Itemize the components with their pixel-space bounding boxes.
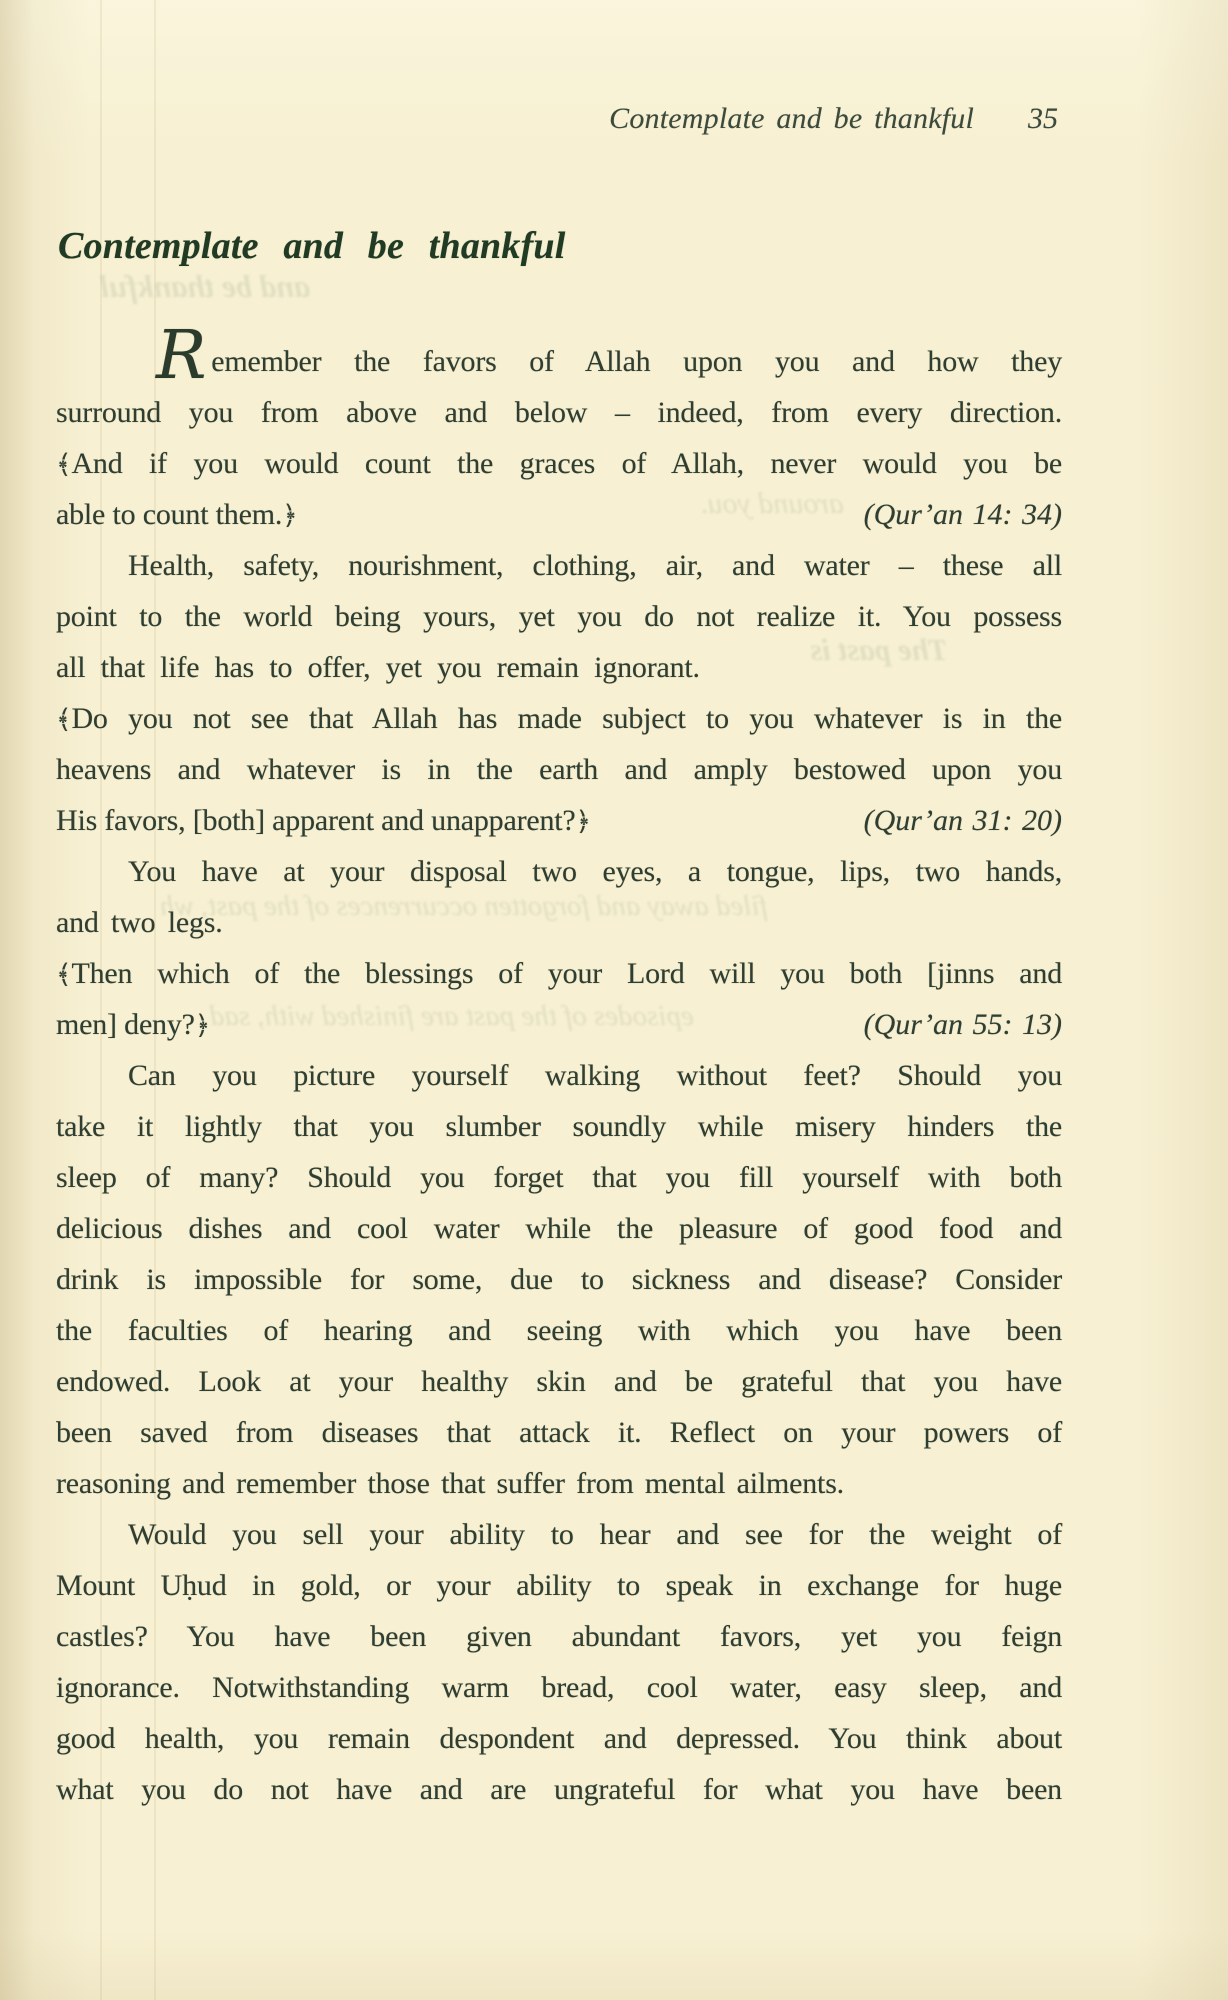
text-line	[56, 999, 1062, 1050]
body-text	[56, 316, 1062, 1815]
line-text: Would you sell your ability to hear and see for the weight of	[128, 1518, 1062, 1551]
line-text: Then which of the blessings of your Lord will you both [jinns and	[71, 957, 1062, 990]
line-text: reasoning and remember those that suffer from mental ailments.	[56, 1467, 844, 1500]
text-line	[56, 744, 1062, 795]
page-number: 35	[1028, 102, 1058, 135]
line-text: what you do not have and are ungrateful for what you have been	[56, 1773, 1062, 1806]
text-line	[56, 1407, 1062, 1458]
quran-open-ornament: ﴾	[56, 704, 72, 735]
text-line	[56, 489, 1062, 540]
line-text: Do you not see that Allah has made subject to you whatever is in the	[71, 702, 1062, 735]
quran-close-ornament: ﴿	[282, 500, 298, 531]
line-text: take it lightly that you slumber soundly while misery hinders the	[56, 1110, 1062, 1143]
text-line	[56, 642, 1062, 693]
ghost-text: filed away and forgotten occurrences of the past, wh	[160, 890, 768, 922]
quran-attribution: (Qur’an 31: 20)	[863, 804, 1062, 837]
line-text: His favors, [both] apparent and unapparent?	[56, 804, 576, 837]
line-text: You have at your disposal two eyes, a tongue, lips, two hands,	[128, 855, 1062, 888]
text-line	[56, 1560, 1062, 1611]
text-line	[56, 1662, 1062, 1713]
line-text: Health, safety, nourishment, clothing, air, and water – these all	[128, 549, 1062, 582]
ghost-text: episodes of the past are finished with, sad	[210, 1000, 694, 1032]
quran-attribution: (Qur’an 55: 13)	[863, 1008, 1062, 1041]
text-line: Remember the favors of Allah upon you and how they	[156, 316, 1062, 394]
quran-open-ornament: ﴾	[56, 449, 72, 480]
running-head-title: Contemplate and be thankful	[609, 102, 974, 135]
text-line	[56, 1152, 1062, 1203]
text-line	[56, 1509, 1062, 1560]
line-text: surround you from above and below – indeed, from every direction.	[56, 396, 1062, 429]
line-text: delicious dishes and cool water while the pleasure of good food and	[56, 1212, 1062, 1245]
text-line	[56, 438, 1062, 489]
ghost-text: and be thankful	[100, 268, 310, 304]
line-text: ignorance. Notwithstanding warm bread, cool water, easy sleep, and	[56, 1671, 1062, 1704]
line-text: good health, you remain despondent and depressed. You think about	[56, 1722, 1062, 1755]
line-text: men] deny?	[56, 1008, 195, 1041]
text-line	[56, 897, 1062, 948]
line-text: endowed. Look at your healthy skin and be grateful that you have	[56, 1365, 1062, 1398]
text-line	[56, 591, 1062, 642]
text-line	[56, 1101, 1062, 1152]
line-text: point to the world being yours, yet you do not realize it. You possess	[56, 600, 1062, 633]
text-line	[56, 846, 1062, 897]
line-text: the faculties of hearing and seeing with which you have been	[56, 1314, 1062, 1347]
text-line	[56, 1458, 1062, 1509]
text-line	[56, 1764, 1062, 1815]
text-line	[56, 387, 1062, 438]
text-line	[56, 1203, 1062, 1254]
text-line	[56, 1611, 1062, 1662]
text-line	[56, 948, 1062, 999]
ghost-text: The past is	[810, 632, 948, 667]
text-line	[56, 540, 1062, 591]
line-text: all that life has to offer, yet you remain ignorant.	[56, 651, 700, 684]
text-line	[56, 1356, 1062, 1407]
text-line	[56, 1050, 1062, 1101]
line-text: Mount Uḥud in gold, or your ability to speak in exchange for huge	[56, 1569, 1062, 1602]
text-line	[56, 1254, 1062, 1305]
quran-attribution: (Qur’an 14: 34)	[863, 498, 1062, 531]
quran-close-ornament: ﴿	[194, 1010, 211, 1041]
line-text: been saved from diseases that attack it. Reflect on your powers of	[56, 1416, 1062, 1449]
line-text: And if you would count the graces of Allah, never would you be	[71, 447, 1062, 480]
text-line	[56, 1713, 1062, 1764]
line-text: and two legs.	[56, 906, 223, 939]
line-text: drink is impossible for some, due to sickness and disease? Consider	[56, 1263, 1062, 1296]
line-text: emember the favors of Allah upon you and how they	[211, 345, 1062, 378]
text-line	[56, 693, 1062, 744]
line-text: castles? You have been given abundant favors, yet you feign	[56, 1620, 1062, 1653]
text-line	[56, 1305, 1062, 1356]
line-text: heavens and whatever is in the earth and amply bestowed upon you	[56, 753, 1062, 786]
line-text: able to count them.	[56, 498, 283, 531]
quran-close-ornament: ﴿	[575, 806, 592, 837]
line-text: Can you picture yourself walking without feet? Should you	[128, 1059, 1062, 1092]
quran-open-ornament: ﴾	[56, 959, 72, 990]
line-text: sleep of many? Should you forget that you fill yourself with both	[56, 1161, 1062, 1194]
section-title: Contemplate and be thankful	[58, 225, 566, 267]
ghost-text: around you.	[700, 487, 844, 520]
text-line	[56, 795, 1062, 846]
running-head	[609, 102, 1058, 136]
